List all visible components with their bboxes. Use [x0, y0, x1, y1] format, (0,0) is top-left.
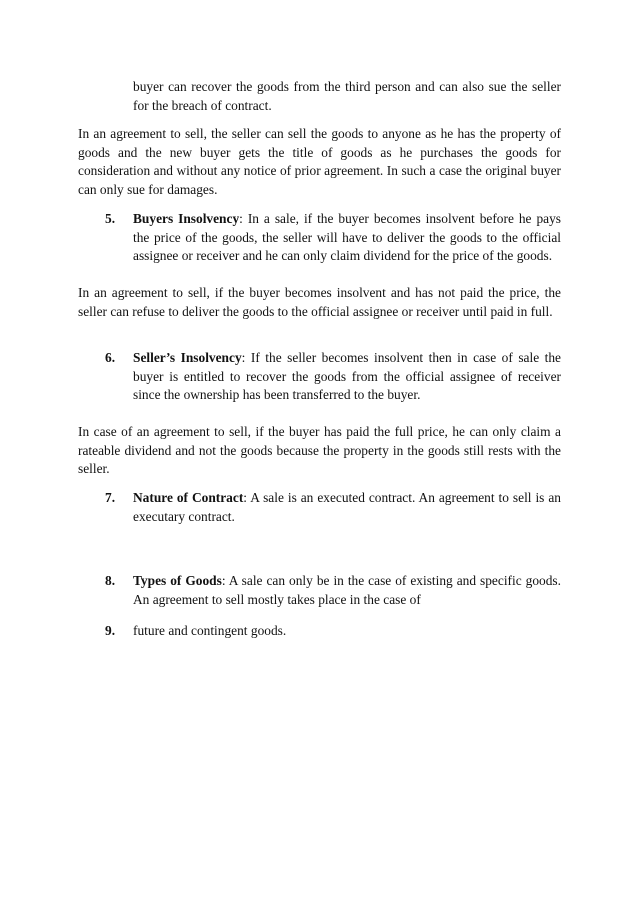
- list-item-term: Types of Goods: [133, 573, 222, 588]
- list-item-text: : If the seller becomes insolvent then in case of sale the buyer is entitled to recover the goods from the official assignee of receiver since the ownership has been transferred to the buyer.: [133, 350, 561, 403]
- continuation-text: buyer can recover the goods from the third person and can also sue the seller for the breach of contract.: [133, 79, 561, 113]
- list-item-number: 5.: [105, 211, 116, 226]
- list-item-term: Buyers Insolvency: [133, 211, 240, 226]
- paragraph-third-party-sale: In an agreement to sell, the seller can sell the goods to anyone as he has the property of goods and the new buyer gets the title of goods as he purchases the goods for consideration and without any notice of prior agreement. In such a case the original buyer can only sue for damages.: [78, 126, 561, 197]
- list-item-number: 6.: [105, 350, 116, 365]
- list-item-text: : A sale can only be in the case of existing and specific goods. An agreement to sell mostly takes place in the case of: [133, 573, 561, 607]
- list-item-body: [133, 572, 561, 609]
- list-item-text: : In a sale, if the buyer becomes insolvent before he pays the price of the goods, the seller will have to deliver the goods to the official assignee or receiver and he can only claim dividend for the price of the goods.: [133, 211, 561, 264]
- paragraph-seller-insolvency: In case of an agreement to sell, if the buyer has paid the full price, he can only claim a rateable dividend and not the goods because the property in the goods still rests with the seller.: [78, 424, 561, 477]
- list-item-number: 7.: [105, 490, 116, 505]
- list-item-body: [133, 622, 561, 641]
- list-item-number: 8.: [105, 573, 116, 588]
- list-item-term: Seller’s Insolvency: [133, 350, 242, 365]
- list-item-number: 9.: [105, 623, 116, 638]
- list-item-body: [133, 349, 561, 405]
- list-item-term: Nature of Contract: [133, 490, 244, 505]
- list-item-body: [133, 210, 561, 266]
- list-item-body: [133, 489, 561, 526]
- paragraph-buyer-insolvency: In an agreement to sell, if the buyer becomes insolvent and has not paid the price, the seller can refuse to deliver the goods to the official assignee or receiver until paid in full.: [78, 285, 561, 319]
- list-item-text: future and contingent goods.: [133, 623, 287, 638]
- list-item-text: : A sale is an executed contract. An agreement to sell is an executary contract.: [133, 490, 561, 524]
